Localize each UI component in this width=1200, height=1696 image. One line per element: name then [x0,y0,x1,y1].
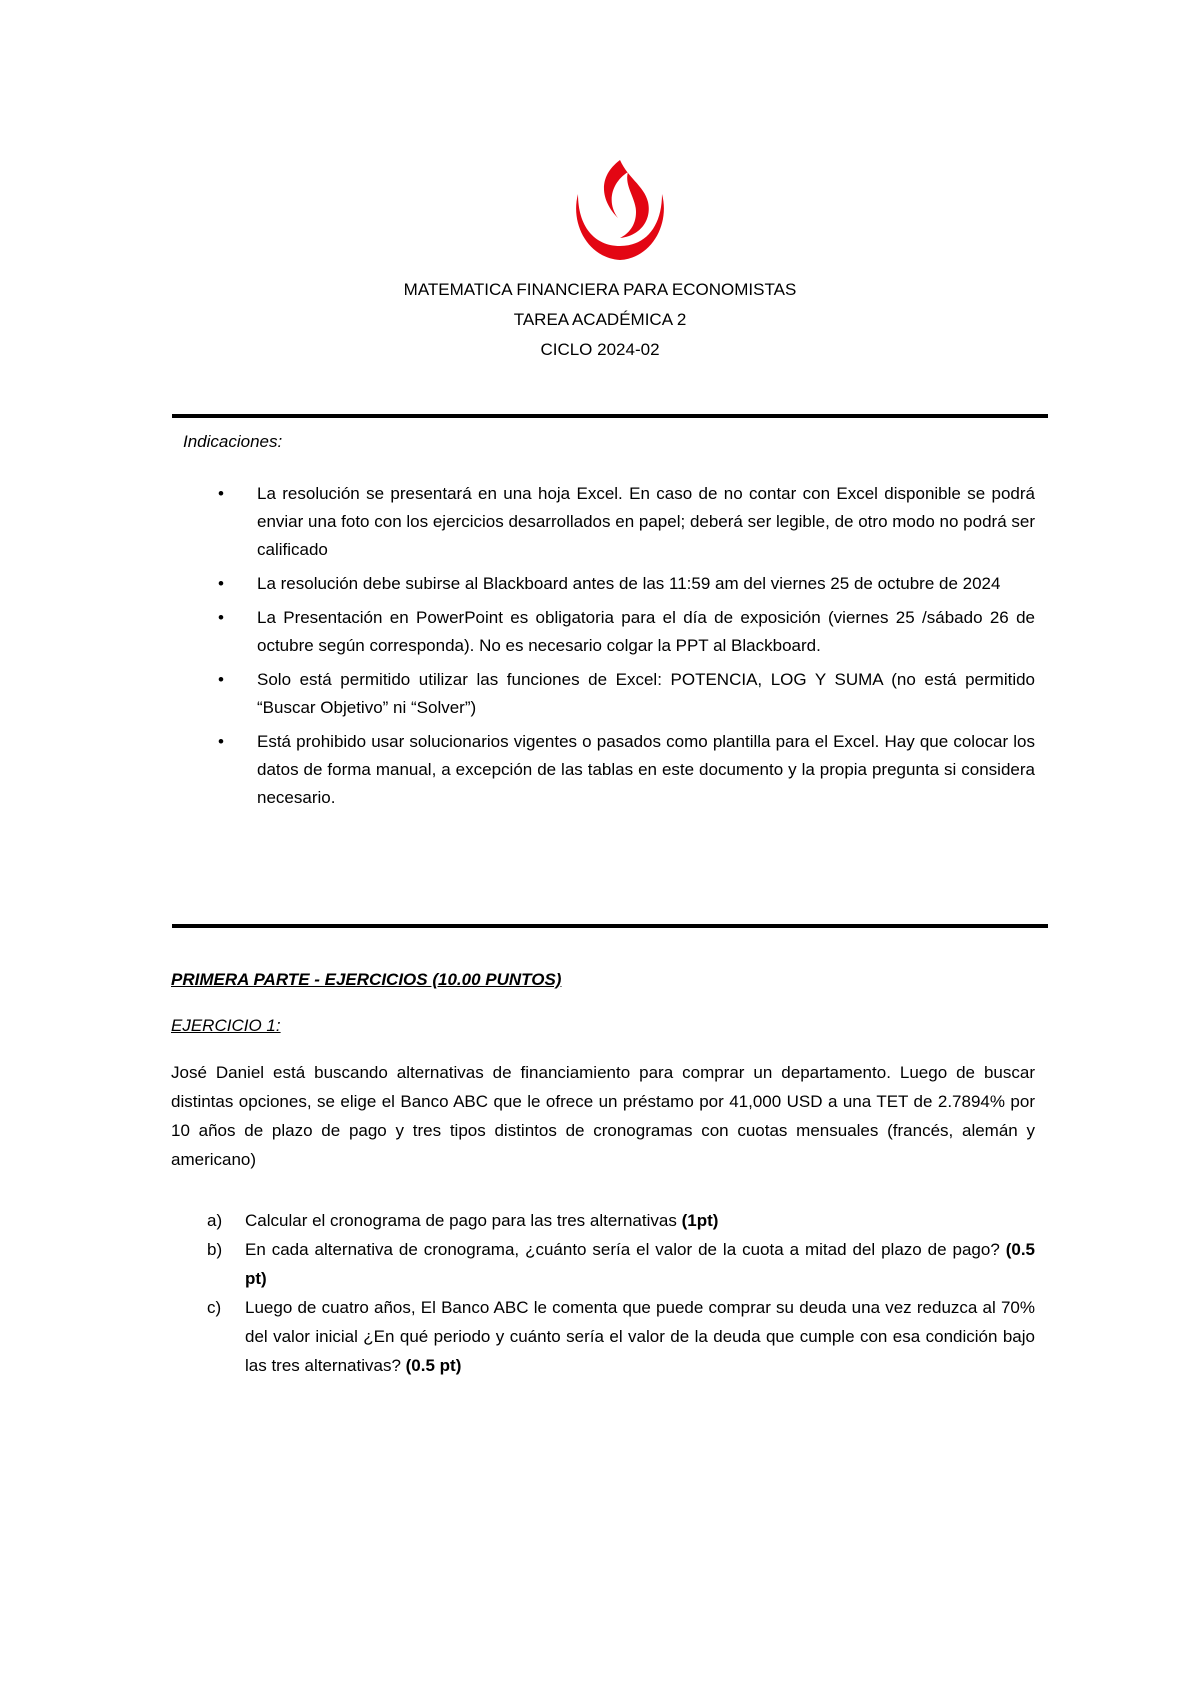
question-points: (1pt) [681,1211,719,1230]
list-item [212,480,1035,564]
list-item-text: La Presentación en PowerPoint es obligatoria para el día de exposición (viernes 25 /sábado 26 de octubre según corresponda). No es necesario colgar la PPT al Blackboard. [257,608,1035,655]
question-text: En cada alternativa de cronograma, ¿cuánto sería el valor de la cuota a mitad del plazo de pago? [245,1240,1006,1259]
question-label: b) [207,1240,223,1259]
list-item [212,570,1035,598]
question-list [207,1206,1035,1380]
question-label: a) [207,1211,223,1230]
list-item [212,728,1035,812]
bullet-icon: • [218,574,224,593]
question-label: c) [207,1298,222,1317]
cycle-label: CICLO 2024-02 [540,340,660,359]
upc-flame-logo-icon [566,154,674,264]
bullet-icon: • [218,670,224,689]
course-title: MATEMATICA FINANCIERA PARA ECONOMISTAS [403,280,797,299]
list-item-text: La resolución se presentará en una hoja Excel. En caso de no contar con Excel disponible se podrá enviar una foto con los ejercicios desarrollados en papel; deberá ser legible, de otro modo no podrá ser calificado [257,484,1035,559]
list-item [212,666,1035,722]
bullet-icon: • [218,484,224,503]
list-item-text: La resolución debe subirse al Blackboard antes de las 11:59 am del viernes 25 de octubre de 2024 [257,574,1001,593]
question-item [207,1293,1035,1380]
indicaciones-list [212,480,1035,818]
part-heading: PRIMERA PARTE - EJERCICIOS (10.00 PUNTOS) [171,970,562,989]
question-text: Luego de cuatro años, El Banco ABC le comenta que puede comprar su deuda una vez reduzca al 70% del valor inicial ¿En qué periodo y cuánto sería el valor de la deuda que cumple con esa condición bajo las tres alternativas? [245,1298,1035,1375]
question-points: (0.5 pt) [405,1356,462,1375]
indicaciones-heading: Indicaciones: [183,432,283,451]
list-item [212,604,1035,660]
question-item [207,1206,1035,1235]
bullet-icon: • [218,732,224,751]
question-text: Calcular el cronograma de pago para las tres alternativas [245,1211,682,1230]
bullet-icon: • [218,608,224,627]
exercise-statement: José Daniel está buscando alternativas de financiamiento para comprar un departamento. Luego de buscar distintas opciones, se elige el Banco ABC que le ofrece un préstamo por 41,000 USD a una TET de 2.7894% por 10 años de plazo de pago y tres tipos distintos de cronogramas con cuotas mensuales (francés, alemán y americano) [171,1063,1035,1169]
list-item-text: Está prohibido usar solucionarios vigentes o pasados como plantilla para el Excel. Hay que colocar los datos de forma manual, a excepción de las tablas en este documento y la propia pregunta si considera necesario. [257,732,1035,807]
question-points: (0.5 pt) [245,1240,1035,1288]
top-divider [172,414,1048,418]
list-item-text: Solo está permitido utilizar las funciones de Excel: POTENCIA, LOG Y SUMA (no está permitido “Buscar Objetivo” ni “Solver”) [257,670,1035,717]
exercise-heading: EJERCICIO 1: [171,1016,281,1035]
question-item [207,1235,1035,1293]
assignment-title: TAREA ACADÉMICA 2 [513,310,687,329]
section-divider [172,924,1048,928]
